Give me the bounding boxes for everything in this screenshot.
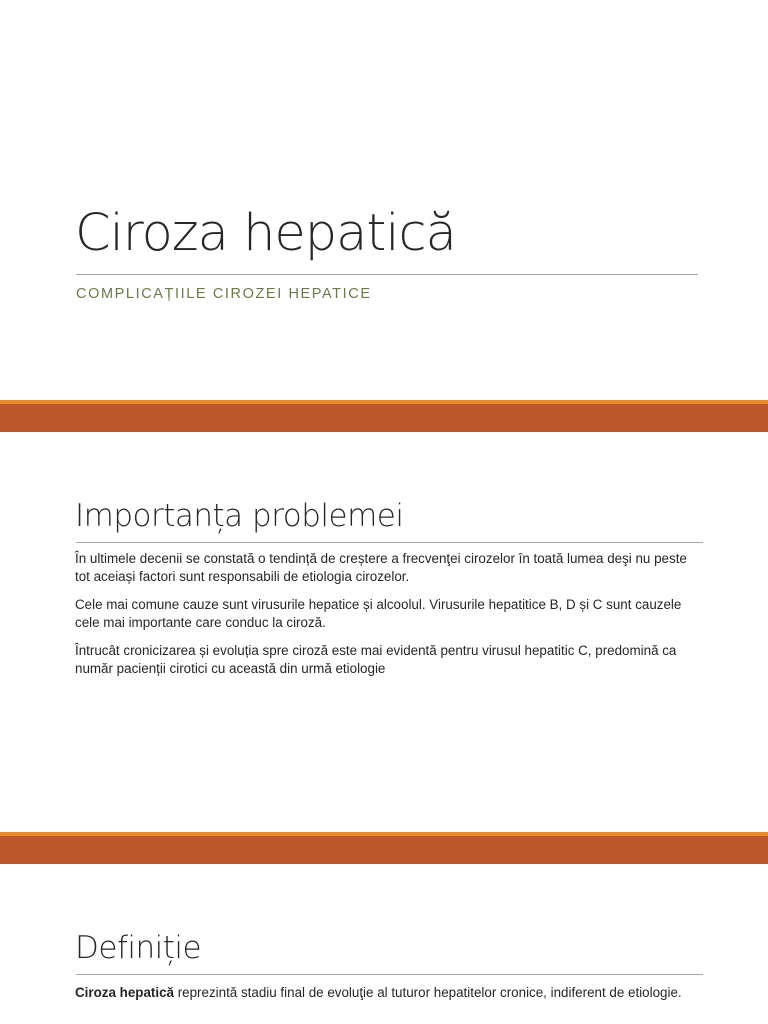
title-divider <box>76 274 698 275</box>
definition-term: Ciroza hepatică <box>75 985 174 1000</box>
body-paragraph: Cele mai comune cauze sunt virusurile hepatice și alcoolul. Virusurile hepatitice B, D și C sunt cauzele cele mai importante care conduc la ciroză. <box>75 597 682 630</box>
slide-body <box>75 984 705 1012</box>
slide-separator-band <box>0 400 768 432</box>
slide-heading: Definiție <box>75 930 202 966</box>
heading-divider <box>76 542 703 543</box>
slide-heading: Importanța problemei <box>75 498 404 534</box>
presentation-subtitle: COMPLICAȚIILE CIROZEI HEPATICE <box>76 286 372 302</box>
title-slide <box>0 0 768 400</box>
presentation-title: Ciroza hepatică <box>75 204 456 263</box>
slide-body <box>75 550 705 688</box>
definition-text: reprezintă stadiu final de evoluţie al tuturor hepatitelor cronice, indiferent de etiologie. <box>173 985 682 1000</box>
body-paragraph: Întrucât cronicizarea și evoluția spre ciroză este mai evidentă pentru virusul hepatitic C, predomină ca număr pacienții cirotici cu această din urmă etiologie <box>75 643 677 676</box>
importance-slide <box>0 432 768 832</box>
heading-divider <box>76 974 703 975</box>
slide-separator-band <box>0 832 768 864</box>
definition-slide <box>0 864 768 1024</box>
definition-paragraph <box>75 984 705 1002</box>
body-paragraph: În ultimele decenii se constată o tendință de creștere a frecvenţei cirozelor în toată lumea deşi nu peste tot aceiași factori sunt responsabili de etiologia cirozelor. <box>75 551 687 584</box>
